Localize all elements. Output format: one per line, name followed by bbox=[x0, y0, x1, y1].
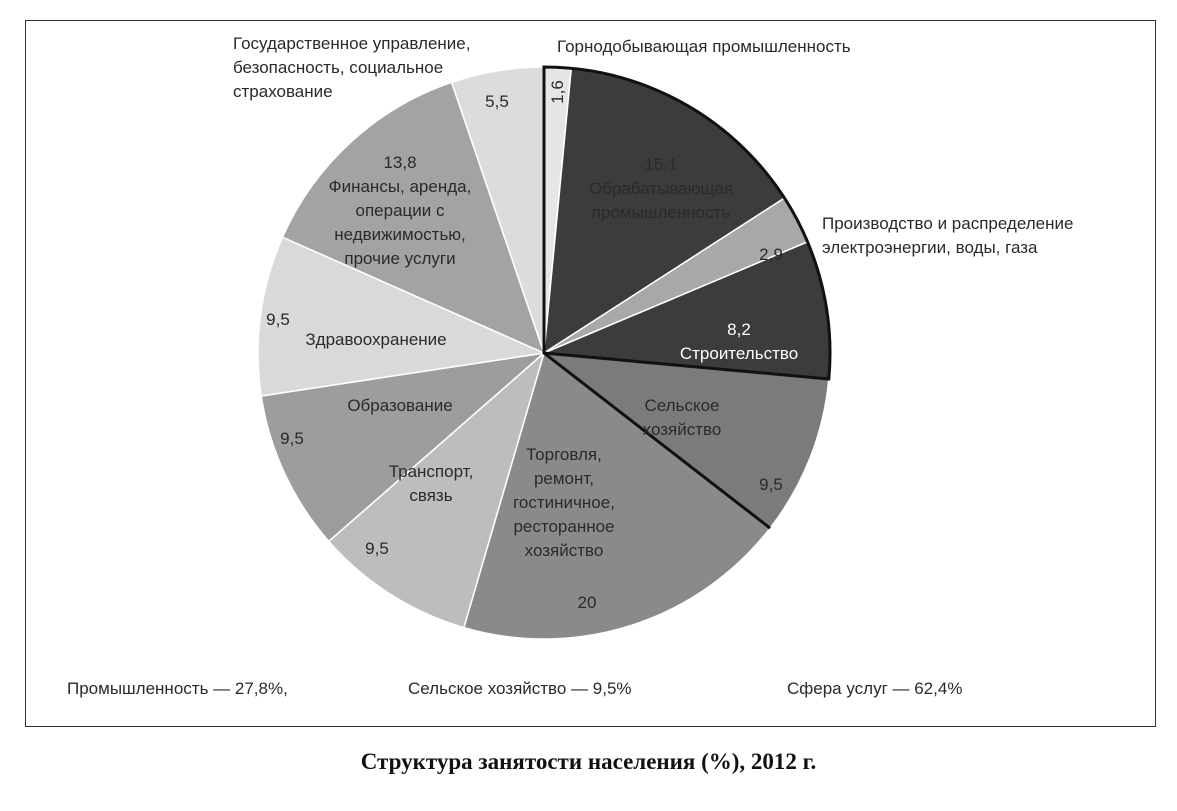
label-energy-value: 2,9 bbox=[759, 245, 783, 264]
label-energy-name: Производство и распределение электроэнергии, воды, газа bbox=[822, 214, 1074, 257]
label-mining-value: 1,6 bbox=[548, 80, 567, 104]
label-education-value: 9,5 bbox=[280, 429, 304, 448]
label-transport-name: Транспорт, связь bbox=[388, 462, 474, 505]
label-health-value: 9,5 bbox=[266, 310, 290, 329]
summary-agriculture: Сельское хозяйство — 9,5% bbox=[408, 679, 632, 698]
label-finance: 13,8 Финансы, аренда, операции с недвижимостью, прочие услуги bbox=[328, 153, 472, 268]
label-transport-value: 9,5 bbox=[365, 539, 389, 558]
label-government-name: Государственное управление, безопасность, социальное страхование bbox=[233, 34, 471, 101]
label-manufacturing: 15,1 Обрабатывающая промышленность bbox=[589, 155, 733, 222]
label-agriculture-name: Сельское хозяйство bbox=[642, 396, 722, 439]
label-health-name: Здравоохранение bbox=[305, 330, 447, 349]
label-mining-name: Горнодобывающая промышленность bbox=[557, 37, 851, 56]
label-agriculture-value: 9,5 bbox=[759, 475, 783, 494]
summary-industry: Промышленность — 27,8%, bbox=[67, 679, 288, 698]
label-construction: 8,2 Строительство bbox=[679, 320, 799, 363]
chart-caption: Структура занятости населения (%), 2012 г. bbox=[360, 749, 817, 774]
label-government-value: 5,5 bbox=[485, 92, 509, 111]
summary-services: Сфера услуг — 62,4% bbox=[787, 679, 963, 698]
label-trade-value: 20 bbox=[577, 593, 597, 612]
label-education-name: Образование bbox=[347, 396, 453, 415]
label-trade-name: Торговля, ремонт, гостиничное, ресторанное хозяйство bbox=[513, 445, 615, 560]
